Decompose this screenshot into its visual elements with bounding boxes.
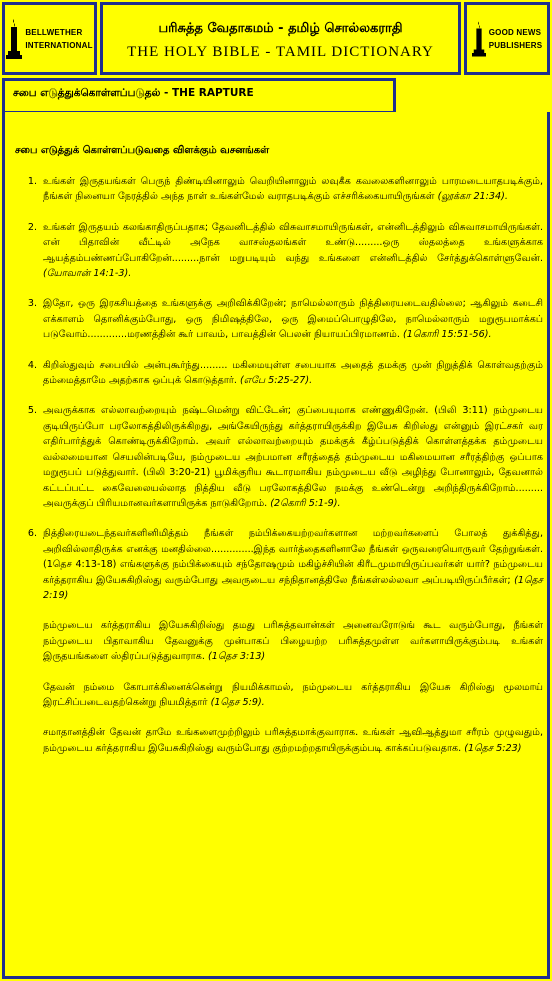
bellwether-logo (2, 2, 97, 75)
verse-number: 3. (27, 298, 37, 310)
verse-reference: (யோவான் 14:1-3). (43, 268, 132, 280)
verse-reference: (2கொரி 5:1-9). (270, 497, 341, 509)
verse-text: நித்திரையடைந்தவர்களினிமித்தம் நீங்கள் நம்பிக்கையற்றவர்களான மற்றவர்களைப் போலத் துக்கித்து, அறிவில்லாதிருக்க எனக்கு மனதில்லை..............இந்த வார்த்தைகளினாலே நீங்கள் ஒருவரையொருவர் தேற்றுங்கள். (1தெச 4:13-18) எங்களுக்கு நம்பிக்கையும் சந்தோஷமும் மகிழ்ச்சியின் கிரீடமுமாயிருப்பவர்கள் யார்? நம்முடைய கர்த்தராகிய இயேசுகிறிஸ்து வரும்போது அவருடைய சந்நிதானத்திலே நீங்கள்லல்லவா அப்படியிருப்பீர்கள்; (43, 528, 543, 586)
verses-panel (2, 112, 550, 979)
verse-text: உங்கள் இருதயங்கள் பெருந் திண்டியினாலும் வெறியினாலும் லவுகீக கவலைகளினாலும் பாரமடையாதபடிக்கும், நீங்கள் நினையா நேரத்தில் அந்த நாள் உங்கள்மேல் வராதபடிக்கும் எச்சரிக்கையாயிருங்கள் (43, 176, 543, 203)
verse-text: அவருக்காக எல்லாவற்றையும் நஷ்டமென்று விட்டேன்; குப்பையுமாக எண்ணுகிறேன். (பிலி 3:11) நம்முடைய குடியிருப்போ பரலோகத்திலிருக்கிறது, அங்கேயிருந்து கர்த்தராயிருக்கிற இயேசு கிறிஸ்து என்னும் இரட்சகர் வர எதிர்பார்த்துக் கொண்டிருக்கிறோம். அவர் எல்லாவற்றையும் தமக்குக் கீழ்ப்படுத்திக் கொள்ளத்தக்க தம்முடைய வல்லமையான செயலின்படியே, நம்முடைய அற்பமான சரீரத்தைத் தம்முடைய மகிமையான சரீரத்திற்கு ஒப்பாக மறுரூபப் படுத்துவார். (பிலி 3:20-21) பூமிக்குரிய கூடாரமாகிய நம்முடைய வீடு அழிந்து போனாலும், தேவனால் கட்டப்பட்ட கைவேலையல்லாத நித்திய வீடு பரலோகத்திலே நமக்கு உண்டென்று அறிந்திருக்கிறோம்......... அவருக்குப் பிரியமானவர்களாயிருக்க நாடுகிறோம். (43, 405, 543, 509)
candle-icon (6, 19, 22, 59)
right-logo-text (489, 26, 543, 52)
verse-reference: (1கொரி 15:51-56). (403, 329, 492, 341)
verse-number: 5. (27, 405, 37, 417)
verse-item (15, 358, 543, 389)
verse-reference: (லூக்கா 21:34). (437, 191, 508, 203)
verse-list (15, 174, 543, 756)
continuation-text: நம்முடைய கர்த்தராகிய இயேசுகிறிஸ்து தமது பரிசுத்தவான்கள் அனைவரோடுங் கூட வரும்போது, நீங்கள் நம்முடைய பிதாவாகிய தேவனுக்கு முன்பாகப் பிழையற்ற பரிசுத்தமுள்ள வர்களாயிருக்கும்படி உங்கள் இருதயங்களை ஸ்திரப்படுத்துவாராக. (43, 620, 543, 663)
left-logo-line-2: INTERNATIONAL (25, 40, 93, 50)
section-title: சபை எடுத்துக் கொள்ளப்படுவதை விளக்கும் வசனங்கள் (15, 145, 270, 156)
verse-number: 1. (27, 176, 37, 187)
continuation-reference: (1தெச 3:13) (207, 651, 266, 663)
verse-number: 4. (27, 359, 37, 371)
right-logo-line-2: PUBLISHERS (488, 40, 543, 50)
continuation-reference: (1தெச 5:23) (464, 742, 522, 754)
candle-icon (472, 20, 486, 58)
verse-item (15, 174, 543, 205)
verse-continuation (15, 725, 543, 756)
continuation-text: தேவன் நம்மை கோபாக்கினைக்கென்று நியமிக்காமல், நம்முடைய கர்த்தராகிய இயேசு கிறிஸ்து மூலமாய் இரட்சிப்படைவதற்கென்று நியமித்தார் (43, 681, 543, 708)
verse-continuation (15, 680, 543, 711)
verse-item (15, 220, 543, 282)
good-news-logo (464, 2, 550, 75)
right-logo-line-1: GOOD NEWS (488, 27, 542, 37)
topic-bar (2, 78, 396, 114)
verse-item (15, 403, 543, 511)
left-logo-text (25, 26, 92, 52)
verse-number: 2. (27, 221, 37, 233)
verse-item (15, 526, 543, 603)
continuation-text: சமாதானத்தின் தேவன் தாமே உங்களைமுற்றிலும் பரிசுத்தமாக்குவாராக. உங்கள் ஆவிஆத்துமா சரீரம் முழுவதும், நம்முடைய கர்த்தராகிய இயேசுகிறிஸ்து வரும்போது குற்றமற்றதாயிருக்கும்படி காக்கப்படுவதாக. (43, 727, 543, 754)
verse-item (15, 296, 543, 342)
continuation-reference: (1தெச 5:9). (210, 696, 265, 708)
verse-continuation (15, 618, 543, 664)
verse-text: உங்கள் இருதயம் கலங்காதிருப்பதாக; தேவனிடத்தில் விசுவாசமாயிருங்கள், என்னிடத்திலும் விசுவாசமாயிருங்கள். என் பிதாவின் வீட்டில் அநேக வாசஸ்தலங்கள் உண்டு.........ஒரு ஸ்தலத்தை உங்களுக்காக ஆயத்தம்பண்ணப்போகிறேன்.........நான் மறுபடியும் வந்து உங்களை என்னிடத்தில் சேர்த்துக்கொள்ளுவேன். (43, 221, 543, 264)
title-english: THE HOLY BIBLE - TAMIL DICTIONARY (127, 44, 434, 60)
verse-reference: (1தெச 2:19) (43, 574, 543, 601)
topic-title: சபை எடுத்துக்கொள்ளப்படுதல் - THE RAPTURE (13, 87, 254, 99)
title-tamil: பரிசுத்த வேதாகமம் - தமிழ் சொல்லகராதி (158, 21, 403, 36)
verse-reference: (எபே 5:25-27). (239, 375, 313, 387)
verse-number: 6. (27, 528, 37, 540)
verse-text: இதோ, ஒரு இரகசியத்தை உங்களுக்கு அறிவிக்கிறேன்; நாமெல்லாரும் நித்திரையடைவதில்லை; ஆகிலும் கடைசி எக்காளம் தொனிக்கும்போது, ஒரு நிமிஷத்திலே, ஒரு இமைப்பொழுதிலே, நாமெல்லாரும் மறுரூபமாக்கப் படுவோம்.............மரணத்தின் கூர் பாவம், பாவத்தின் பெலன் நியாயப்பிரமாணம். (43, 298, 543, 341)
page-header (100, 2, 461, 75)
left-logo-line-1: BELLWETHER (25, 27, 83, 37)
verse-text: கிறிஸ்துவும் சபையில் அன்புகூர்ந்து......... மகிமையுள்ள சபையாக அதைத் தமக்கு முன் நிறுத்திக் கொள்வதற்கும் தம்மைத்தாமே அதற்காக ஒப்புக் கொடுத்தார். (43, 359, 543, 387)
